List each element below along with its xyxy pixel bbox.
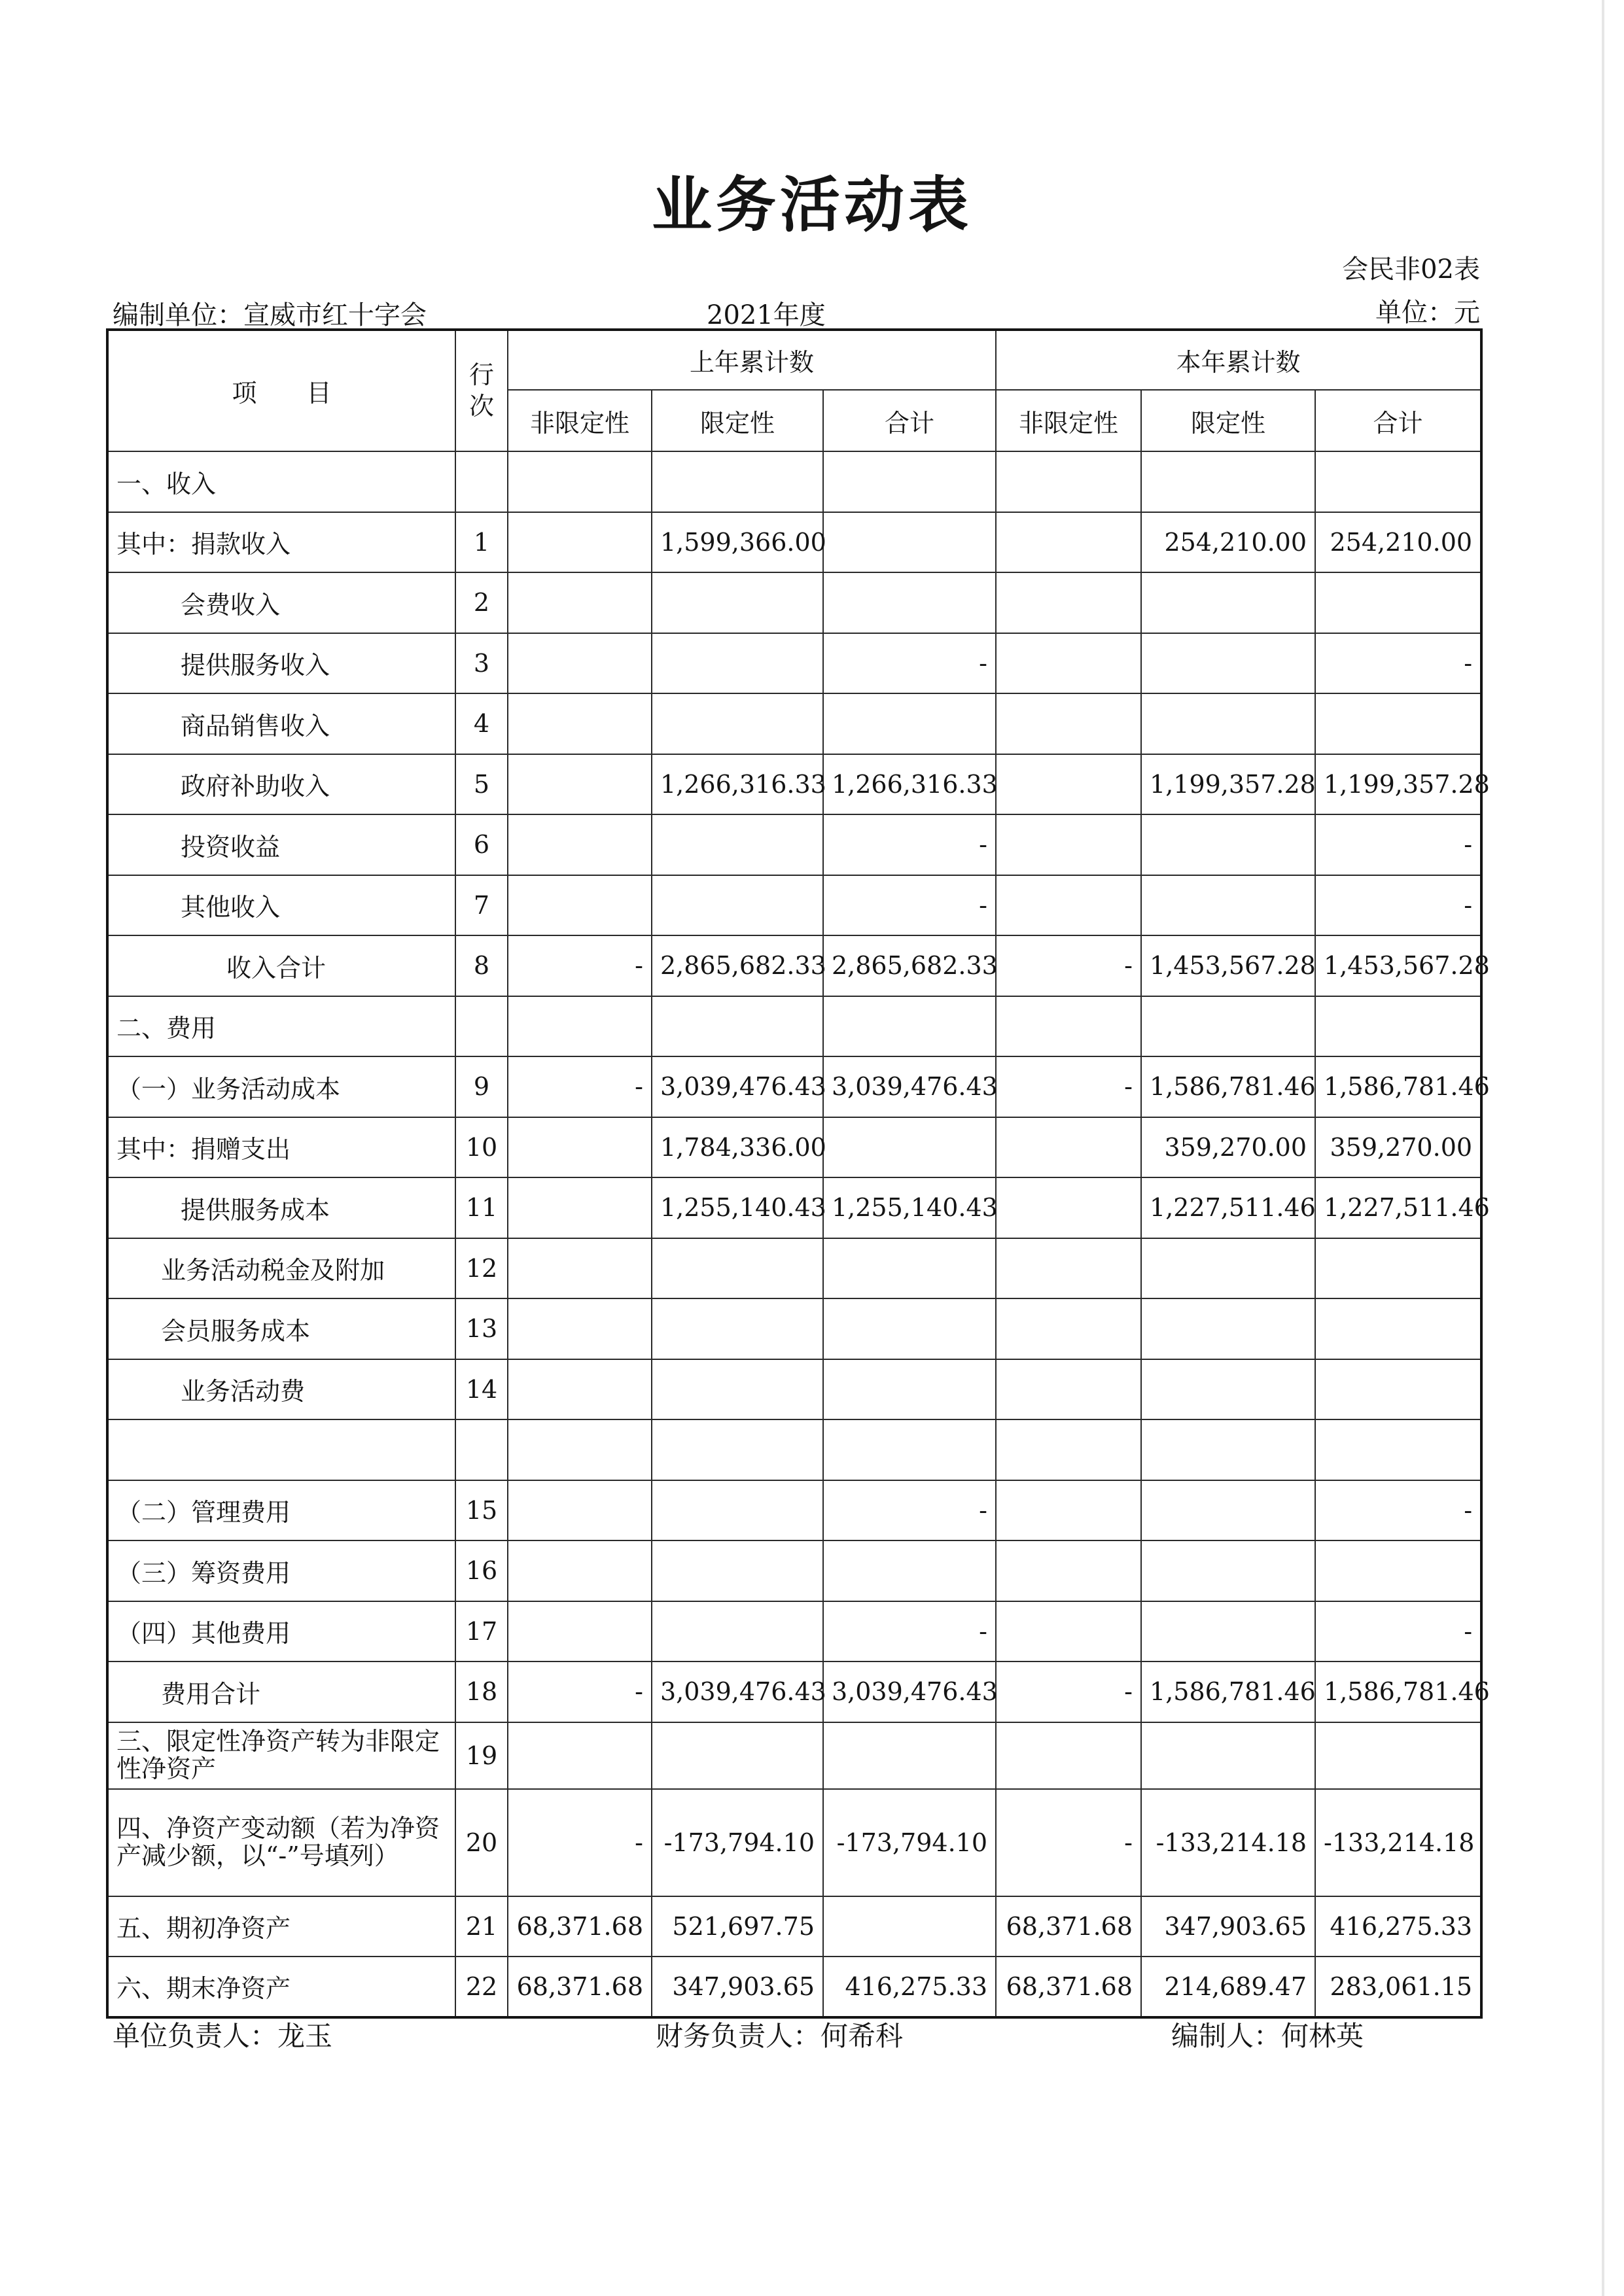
amount-cell-ct: 359,270.00 xyxy=(1315,1117,1481,1178)
line-no-cell: 15 xyxy=(455,1480,508,1541)
amount-cell-cr xyxy=(1141,693,1315,754)
amount-cell-pt xyxy=(823,1540,996,1601)
amount-cell-pu xyxy=(508,1480,652,1541)
amount-cell-pr xyxy=(652,875,823,936)
amount-cell-pt: - xyxy=(823,1601,996,1662)
item-cell: 业务活动税金及附加 xyxy=(107,1238,455,1299)
item-cell: 五、期初净资产 xyxy=(107,1896,455,1957)
line-no-cell: 12 xyxy=(455,1238,508,1299)
amount-cell-pu xyxy=(508,1177,652,1238)
amount-cell-cu xyxy=(996,1480,1141,1541)
amount-cell-pr xyxy=(652,996,823,1057)
amount-cell-cr xyxy=(1141,1298,1315,1359)
amount-cell-pr: 2,865,682.33 xyxy=(652,935,823,996)
line-no-cell: 10 xyxy=(455,1117,508,1178)
line-no-cell: 18 xyxy=(455,1661,508,1722)
amount-cell-cr: 359,270.00 xyxy=(1141,1117,1315,1178)
amount-cell-pu xyxy=(508,1722,652,1789)
amount-cell-cu xyxy=(996,693,1141,754)
amount-cell-cu xyxy=(996,1722,1141,1789)
line-no-cell: 4 xyxy=(455,693,508,754)
amount-cell-pu: - xyxy=(508,1056,652,1117)
amount-cell-pt: 3,039,476.43 xyxy=(823,1056,996,1117)
amount-cell-ct xyxy=(1315,1540,1481,1601)
amount-cell-cu xyxy=(996,1238,1141,1299)
item-cell: 业务活动费 xyxy=(107,1359,455,1420)
amount-cell-ct xyxy=(1315,1298,1481,1359)
line-no-cell: 17 xyxy=(455,1601,508,1662)
amount-cell-pt xyxy=(823,1419,996,1480)
amount-cell-ct: 1,586,781.46 xyxy=(1315,1056,1481,1117)
amount-cell-ct xyxy=(1315,1419,1481,1480)
line-no-cell xyxy=(455,451,508,512)
amount-cell-pu: 68,371.68 xyxy=(508,1896,652,1957)
item-cell: 其中：捐赠支出 xyxy=(107,1117,455,1178)
line-no-cell: 14 xyxy=(455,1359,508,1420)
amount-cell-pt xyxy=(823,572,996,633)
item-cell: 提供服务成本 xyxy=(107,1177,455,1238)
amount-cell-ct: - xyxy=(1315,1601,1481,1662)
amount-cell-cr xyxy=(1141,1419,1315,1480)
table-row xyxy=(107,451,1481,512)
amount-cell-pr xyxy=(652,814,823,875)
preparer-signature: 编制人：何林英 xyxy=(1171,2020,1364,2052)
col-header-curr-year: 本年累计数 xyxy=(996,330,1481,390)
item-cell: （一）业务活动成本 xyxy=(107,1056,455,1117)
amount-cell-cr xyxy=(1141,996,1315,1057)
amount-cell-pr xyxy=(652,1480,823,1541)
amount-cell-pr xyxy=(652,693,823,754)
item-cell: 会费收入 xyxy=(107,572,455,633)
amount-cell-pt xyxy=(823,1117,996,1178)
amount-cell-cr: 214,689.47 xyxy=(1141,1957,1315,2017)
amount-cell-cu xyxy=(996,754,1141,815)
amount-cell-pt: -173,794.10 xyxy=(823,1789,996,1896)
line-no-cell: 3 xyxy=(455,633,508,694)
table-row xyxy=(107,935,1481,996)
table-row xyxy=(107,1298,1481,1359)
table-row xyxy=(107,1789,1481,1896)
line-no-cell xyxy=(455,1419,508,1480)
amount-cell-cu xyxy=(996,1419,1141,1480)
amount-cell-ct: 1,227,511.46 xyxy=(1315,1177,1481,1238)
amount-cell-pr xyxy=(652,1722,823,1789)
amount-cell-cr: 1,453,567.28 xyxy=(1141,935,1315,996)
table-row xyxy=(107,1661,1481,1722)
table-row xyxy=(107,572,1481,633)
table-row xyxy=(107,1238,1481,1299)
amount-cell-pr xyxy=(652,1540,823,1601)
line-no-cell xyxy=(455,996,508,1057)
amount-cell-pr: 1,784,336.00 xyxy=(652,1117,823,1178)
amount-cell-pt: 1,266,316.33 xyxy=(823,754,996,815)
line-no-cell: 20 xyxy=(455,1789,508,1896)
unit-label: 单位：元 xyxy=(1375,298,1480,328)
page-title: 业务活动表 xyxy=(651,170,972,240)
table-body xyxy=(107,451,1490,2017)
col-header-curr-unrestricted: 非限定性 xyxy=(996,390,1141,451)
amount-cell-ct xyxy=(1315,1722,1481,1789)
amount-cell-pu: 68,371.68 xyxy=(508,1957,652,2017)
table-row xyxy=(107,512,1481,573)
amount-cell-ct xyxy=(1315,1359,1481,1420)
amount-cell-cu xyxy=(996,814,1141,875)
line-no-cell: 6 xyxy=(455,814,508,875)
table-row xyxy=(107,1419,1481,1480)
finance-head-signature: 财务负责人：何希科 xyxy=(656,2020,904,2052)
table-row xyxy=(107,1117,1481,1178)
item-cell: 收入合计 xyxy=(107,935,455,996)
amount-cell-pt: 2,865,682.33 xyxy=(823,935,996,996)
table-row xyxy=(107,996,1481,1057)
item-cell: 投资收益 xyxy=(107,814,455,875)
amount-cell-cu xyxy=(996,996,1141,1057)
amount-cell-cr xyxy=(1141,572,1315,633)
amount-cell-ct: -133,214.18 xyxy=(1315,1789,1481,1896)
amount-cell-cu: - xyxy=(996,935,1141,996)
table-row xyxy=(107,1957,1481,2017)
table-row xyxy=(107,1601,1481,1662)
amount-cell-pr xyxy=(652,451,823,512)
amount-cell-cr: -133,214.18 xyxy=(1141,1789,1315,1896)
amount-cell-pr: 347,903.65 xyxy=(652,1957,823,2017)
amount-cell-cu xyxy=(996,572,1141,633)
amount-cell-ct: 1,199,357.28 xyxy=(1315,754,1481,815)
amount-cell-cr: 1,227,511.46 xyxy=(1141,1177,1315,1238)
amount-cell-cr xyxy=(1141,1480,1315,1541)
amount-cell-pr: 1,266,316.33 xyxy=(652,754,823,815)
line-no-cell: 11 xyxy=(455,1177,508,1238)
amount-cell-pr xyxy=(652,1359,823,1420)
line-no-cell: 16 xyxy=(455,1540,508,1601)
line-no-cell: 5 xyxy=(455,754,508,815)
amount-cell-pu xyxy=(508,1540,652,1601)
amount-cell-cu xyxy=(996,1601,1141,1662)
col-header-prev-year: 上年累计数 xyxy=(508,330,996,390)
unit-head-signature: 单位负责人：龙玉 xyxy=(113,2020,333,2052)
amount-cell-cr xyxy=(1141,1722,1315,1789)
amount-cell-cu xyxy=(996,1177,1141,1238)
table-row xyxy=(107,1722,1481,1789)
amount-cell-pr: 1,255,140.43 xyxy=(652,1177,823,1238)
amount-cell-pu xyxy=(508,996,652,1057)
table-row xyxy=(107,875,1481,936)
form-code: 会民非02表 xyxy=(1342,254,1480,285)
table-row xyxy=(107,754,1481,815)
amount-cell-cu: 68,371.68 xyxy=(996,1896,1141,1957)
amount-cell-cu: - xyxy=(996,1661,1141,1722)
amount-cell-pt xyxy=(823,451,996,512)
table-row xyxy=(107,1056,1481,1117)
item-cell: 费用合计 xyxy=(107,1661,455,1722)
amount-cell-cu xyxy=(996,1359,1141,1420)
amount-cell-pr xyxy=(652,633,823,694)
scan-edge xyxy=(1602,0,1604,2296)
item-cell: 提供服务收入 xyxy=(107,633,455,694)
amount-cell-pt: - xyxy=(823,1480,996,1541)
amount-cell-pr: -173,794.10 xyxy=(652,1789,823,1896)
org-label: 编制单位：宣威市红十字会 xyxy=(113,300,427,330)
amount-cell-pt: 1,255,140.43 xyxy=(823,1177,996,1238)
amount-cell-cu xyxy=(996,875,1141,936)
amount-cell-pu xyxy=(508,1117,652,1178)
col-header-line-no: 行次 xyxy=(455,330,508,451)
amount-cell-cr xyxy=(1141,1601,1315,1662)
line-no-cell: 9 xyxy=(455,1056,508,1117)
line-no-cell: 19 xyxy=(455,1722,508,1789)
table-row xyxy=(107,1480,1481,1541)
line-no-cell: 13 xyxy=(455,1298,508,1359)
amount-cell-pt: - xyxy=(823,633,996,694)
amount-cell-pr xyxy=(652,1419,823,1480)
amount-cell-pt xyxy=(823,1896,996,1957)
amount-cell-ct xyxy=(1315,693,1481,754)
amount-cell-pt: 416,275.33 xyxy=(823,1957,996,2017)
amount-cell-cr xyxy=(1141,1540,1315,1601)
amount-cell-pu xyxy=(508,1601,652,1662)
amount-cell-cu xyxy=(996,633,1141,694)
amount-cell-pr xyxy=(652,572,823,633)
amount-cell-pt xyxy=(823,1238,996,1299)
amount-cell-cu xyxy=(996,512,1141,573)
amount-cell-pu xyxy=(508,1238,652,1299)
amount-cell-cu: - xyxy=(996,1056,1141,1117)
col-header-item: 项 目 xyxy=(107,330,455,451)
amount-cell-pu xyxy=(508,1298,652,1359)
table-row xyxy=(107,1359,1481,1420)
line-no-cell: 7 xyxy=(455,875,508,936)
item-cell xyxy=(107,1419,455,1480)
amount-cell-cr xyxy=(1141,875,1315,936)
amount-cell-pu xyxy=(508,633,652,694)
amount-cell-cr: 1,199,357.28 xyxy=(1141,754,1315,815)
amount-cell-cu: - xyxy=(996,1789,1141,1896)
amount-cell-pu xyxy=(508,451,652,512)
line-no-cell: 22 xyxy=(455,1957,508,2017)
item-cell: （三）筹资费用 xyxy=(107,1540,455,1601)
amount-cell-pt xyxy=(823,693,996,754)
amount-cell-pu xyxy=(508,572,652,633)
amount-cell-pt: 3,039,476.43 xyxy=(823,1661,996,1722)
amount-cell-pt xyxy=(823,1722,996,1789)
col-header-prev-total: 合计 xyxy=(823,390,996,451)
amount-cell-pr xyxy=(652,1238,823,1299)
amount-cell-ct: - xyxy=(1315,1480,1481,1541)
col-header-prev-unrestricted: 非限定性 xyxy=(508,390,652,451)
header-row-1 xyxy=(107,330,1481,390)
item-cell: 一、收入 xyxy=(107,451,455,512)
amount-cell-ct xyxy=(1315,572,1481,633)
table-row xyxy=(107,1177,1481,1238)
item-cell: 六、期末净资产 xyxy=(107,1957,455,2017)
amount-cell-pt: - xyxy=(823,814,996,875)
amount-cell-pu xyxy=(508,814,652,875)
amount-cell-pt xyxy=(823,996,996,1057)
amount-cell-cr: 1,586,781.46 xyxy=(1141,1056,1315,1117)
item-cell: 商品销售收入 xyxy=(107,693,455,754)
amount-cell-pr xyxy=(652,1298,823,1359)
amount-cell-cr: 1,586,781.46 xyxy=(1141,1661,1315,1722)
item-cell: 三、限定性净资产转为非限定性净资产 xyxy=(107,1722,455,1789)
col-header-curr-restricted: 限定性 xyxy=(1141,390,1315,451)
amount-cell-cr xyxy=(1141,1359,1315,1420)
amount-cell-pr: 1,599,366.00 xyxy=(652,512,823,573)
amount-cell-cr: 347,903.65 xyxy=(1141,1896,1315,1957)
amount-cell-ct: 283,061.15 xyxy=(1315,1957,1481,2017)
amount-cell-pt xyxy=(823,1359,996,1420)
amount-cell-ct: 1,453,567.28 xyxy=(1315,935,1481,996)
amount-cell-ct: - xyxy=(1315,814,1481,875)
item-cell: （四）其他费用 xyxy=(107,1601,455,1662)
line-no-cell: 2 xyxy=(455,572,508,633)
item-cell: 其他收入 xyxy=(107,875,455,936)
line-no-cell: 21 xyxy=(455,1896,508,1957)
amount-cell-pu: - xyxy=(508,935,652,996)
amount-cell-ct: 416,275.33 xyxy=(1315,1896,1481,1957)
table-row xyxy=(107,633,1481,694)
amount-cell-ct: 254,210.00 xyxy=(1315,512,1481,573)
amount-cell-pu: - xyxy=(508,1789,652,1896)
item-cell: 四、净资产变动额（若为净资产减少额，以“-”号填列） xyxy=(107,1789,455,1896)
amount-cell-pu xyxy=(508,512,652,573)
table-row xyxy=(107,1896,1481,1957)
amount-cell-ct xyxy=(1315,451,1481,512)
amount-cell-pu xyxy=(508,1419,652,1480)
amount-cell-cr xyxy=(1141,814,1315,875)
line-no-cell: 8 xyxy=(455,935,508,996)
item-cell: 其中：捐款收入 xyxy=(107,512,455,573)
amount-cell-cr: 254,210.00 xyxy=(1141,512,1315,573)
item-cell: （二）管理费用 xyxy=(107,1480,455,1541)
item-cell: 会员服务成本 xyxy=(107,1298,455,1359)
amount-cell-ct: - xyxy=(1315,875,1481,936)
table-row xyxy=(107,1540,1481,1601)
table-row xyxy=(107,814,1481,875)
amount-cell-pu: - xyxy=(508,1661,652,1722)
amount-cell-pr xyxy=(652,1601,823,1662)
amount-cell-pu xyxy=(508,754,652,815)
amount-cell-ct: 1,586,781.46 xyxy=(1315,1661,1481,1722)
amount-cell-cr xyxy=(1141,451,1315,512)
line-no-cell: 1 xyxy=(455,512,508,573)
col-header-prev-restricted: 限定性 xyxy=(652,390,823,451)
amount-cell-ct xyxy=(1315,996,1481,1057)
item-cell: 二、费用 xyxy=(107,996,455,1057)
amount-cell-cu: 68,371.68 xyxy=(996,1957,1141,2017)
amount-cell-ct xyxy=(1315,1238,1481,1299)
amount-cell-pt xyxy=(823,1298,996,1359)
col-header-curr-total: 合计 xyxy=(1315,390,1481,451)
table-row xyxy=(107,693,1481,754)
amount-cell-cr xyxy=(1141,633,1315,694)
amount-cell-pr: 3,039,476.43 xyxy=(652,1056,823,1117)
amount-cell-cu xyxy=(996,451,1141,512)
amount-cell-pu xyxy=(508,693,652,754)
amount-cell-cu xyxy=(996,1540,1141,1601)
item-cell: 政府补助收入 xyxy=(107,754,455,815)
amount-cell-pt xyxy=(823,512,996,573)
amount-cell-pu xyxy=(508,875,652,936)
amount-cell-cu xyxy=(996,1117,1141,1178)
amount-cell-ct: - xyxy=(1315,633,1481,694)
amount-cell-pu xyxy=(508,1359,652,1420)
amount-cell-cr xyxy=(1141,1238,1315,1299)
amount-cell-cu xyxy=(996,1298,1141,1359)
activity-table xyxy=(106,328,1490,2019)
amount-cell-pr: 3,039,476.43 xyxy=(652,1661,823,1722)
amount-cell-pr: 521,697.75 xyxy=(652,1896,823,1957)
amount-cell-pt: - xyxy=(823,875,996,936)
period-label: 2021年度 xyxy=(707,300,826,330)
